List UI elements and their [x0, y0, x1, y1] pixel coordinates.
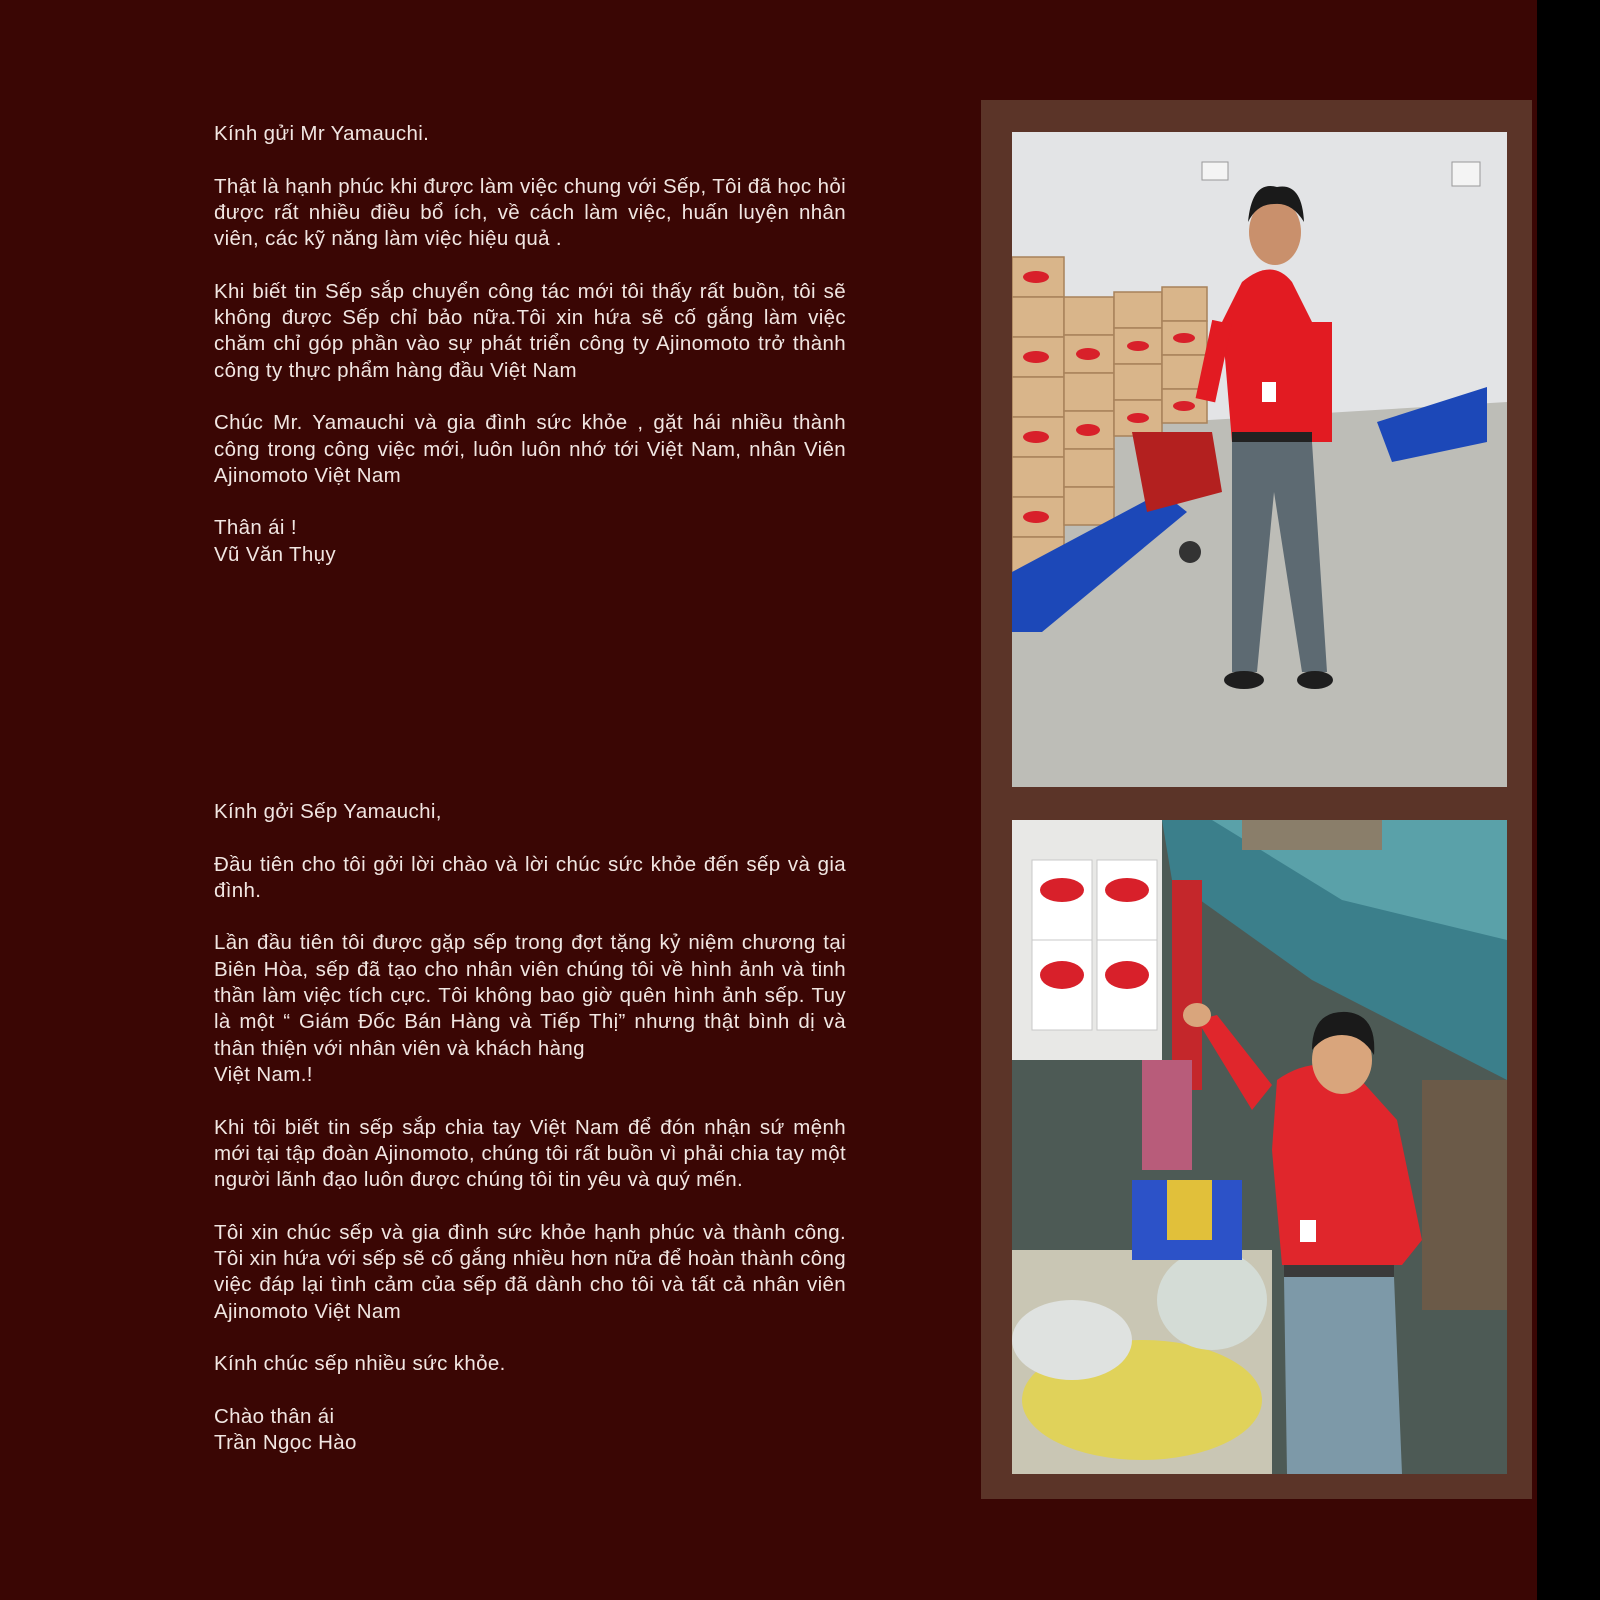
- right-edge-strip: [1537, 0, 1600, 1600]
- market-illustration: [1012, 820, 1507, 1474]
- letter2-signoff: [214, 1404, 846, 1457]
- letter1-paragraph-2: Khi biết tin Sếp sắp chuyển công tác mới tôi thấy rất buồn, tôi sẽ không được Sếp chỉ bảo nữa.Tôi xin hứa sẽ cố gắng làm việc chăm chỉ góp phần vào sự phát triển công ty Ajinomoto trở thành công ty thực phẩm hàng đầu Việt Nam: [214, 279, 846, 382]
- letter2-signature: Trần Ngọc Hào: [214, 1431, 357, 1455]
- letter1-closing: Thân ái !: [214, 516, 297, 540]
- photo-market-visit: [1012, 820, 1507, 1474]
- letter1-greeting: Kính gửi Mr Yamauchi.: [214, 122, 430, 145]
- photo-warehouse-staff: [1012, 132, 1507, 787]
- letter2-paragraph-2-tail: Việt Nam.!: [214, 1062, 313, 1086]
- warehouse-illustration: [1012, 132, 1507, 787]
- letter2-closing: Chào thân ái: [214, 1404, 335, 1428]
- letter2-paragraph-2: Lần đầu tiên tôi được gặp sếp trong đợt tặng kỷ niệm chương tại Biên Hòa, sếp đã tạo cho nhân viên chúng tôi về hình ảnh và tinh thần làm việc tích cực. Tôi không bao giờ quên hình ảnh sếp. Tuy là một “ Giám Đốc Bán Hàng và Tiếp Thị” nhưng thật bình dị và thân thiện với nhân viên và khách hàng: [214, 931, 846, 1060]
- letter2-paragraph-3: Khi tôi biết tin sếp sắp chia tay Việt Nam để đón nhận sứ mệnh mới tại tập đoàn Ajinomoto, chúng tôi rất buồn vì phải chia tay một người lãnh đạo luôn được chúng tôi tin yêu và quý mến.: [214, 1115, 846, 1192]
- letter-vu-van-thuy: [214, 121, 846, 594]
- letter2-greeting: Kính gởi Sếp Yamauchi,: [214, 800, 442, 823]
- letter2-paragraph-4: Tôi xin chúc sếp và gia đình sức khỏe hạnh phúc và thành công. Tôi xin hứa với sếp sẽ cố gắng nhiều hơn nữa để hoàn thành công việc đáp lại tình cảm của sếp đã dành cho tôi và tất cả nhân viên Ajinomoto Việt Nam: [214, 1220, 846, 1323]
- letter2-paragraph-5: Kính chúc sếp nhiều sức khỏe.: [214, 1352, 506, 1376]
- letter1-signature: Vũ Văn Thụy: [214, 542, 336, 566]
- letter2-paragraph-1: Đầu tiên cho tôi gởi lời chào và lời chúc sức khỏe đến sếp và gia đình.: [214, 852, 846, 902]
- letter-tran-ngoc-hao: [214, 799, 846, 1483]
- letter1-paragraph-1: Thật là hạnh phúc khi được làm việc chung với Sếp, Tôi đã học hỏi được rất nhiều điều bổ ích, về cách làm việc, huấn luyện nhân viên, các kỹ năng làm việc hiệu quả .: [214, 174, 846, 251]
- letter1-signoff: [214, 515, 846, 568]
- letter1-paragraph-3: Chúc Mr. Yamauchi và gia đình sức khỏe , gặt hái nhiều thành công trong công việc mới, luôn luôn nhớ tới Việt Nam, nhân Viên Ajinomoto Việt Nam: [214, 411, 846, 487]
- letter2-paragraph-2-block: [214, 930, 846, 1088]
